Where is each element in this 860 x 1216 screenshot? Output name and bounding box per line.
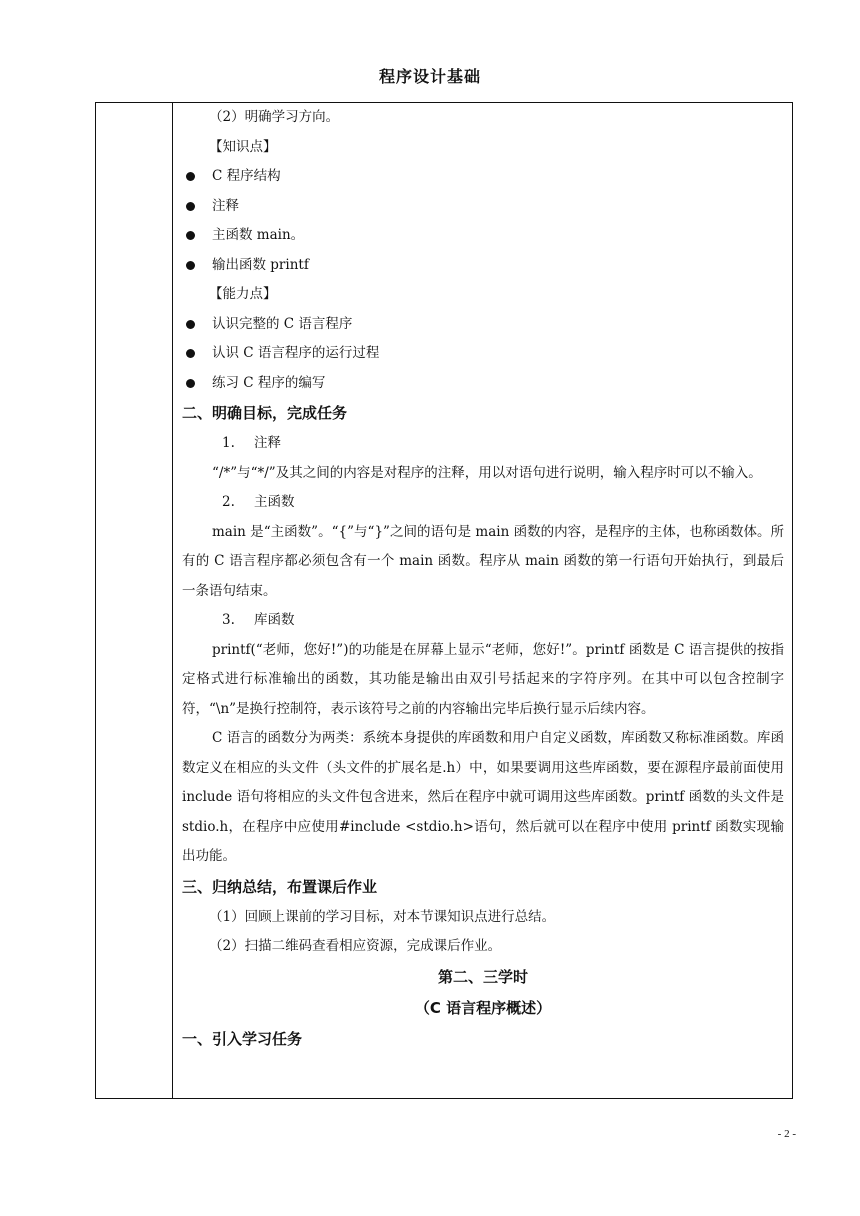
item-3-text-2: C 语言的函数分为两类：系统本身提供的库函数和用户自定义函数，库函数又称标准函数。库函数定义在相应的头文件（头文件的扩展名是.h）中，如果要调用这些库函数，要在源程序最前面使用 include 语句将相应的头文件包含进来，然后在程序中就可调用这些库函数。printf 函数的头文件是 stdio.h，在程序中应使用#include <stdio.h>语句，然后就可以在程序中使用 printf 函数实现输出功能。 bbox=[182, 730, 784, 864]
goal-2: （2）明确学习方向。 bbox=[209, 109, 340, 125]
bullet-icon bbox=[186, 202, 195, 211]
item-3-heading: 3. 库函数 bbox=[222, 612, 295, 628]
section-2-title: 二、明确目标，完成任务 bbox=[182, 404, 348, 422]
item-1-heading: 1. 注释 bbox=[222, 435, 281, 451]
item-2-text: main 是“主函数”。“{”与“}”之间的语句是 main 函数的内容，是程序的主体，也称函数体。所有的 C 语言程序都必须包含有一个 main 函数。程序从 main 函数的第一行语句开始执行，到最后一条语句结束。 bbox=[182, 523, 784, 599]
section-3-title: 三、归纳总结，布置课后作业 bbox=[182, 877, 378, 896]
left-column bbox=[96, 103, 173, 1098]
lesson-table bbox=[95, 102, 793, 1099]
content-cell bbox=[174, 103, 792, 1098]
lesson-title: 第二、三学时 bbox=[437, 967, 528, 986]
bullet-icon bbox=[186, 172, 195, 181]
knowledge-point: 注释 bbox=[182, 192, 784, 222]
bullet-icon bbox=[186, 320, 195, 329]
bullet-icon bbox=[186, 261, 195, 270]
item-1-text: “/*”与“*/”及其之间的内容是对程序的注释，用以对语句进行说明，输入程序时可以不输入。 bbox=[212, 464, 762, 481]
summary-1: （1）回顾上课前的学习目标，对本节课知识点进行总结。 bbox=[209, 908, 556, 925]
knowledge-point: C 程序结构 bbox=[182, 162, 784, 192]
page-number: - 2 - bbox=[777, 1128, 796, 1140]
bullet-icon bbox=[186, 379, 195, 388]
ability-heading: 【能力点】 bbox=[209, 286, 277, 302]
lesson-subtitle: （C 语言程序概述） bbox=[414, 998, 552, 1017]
ability-point: 认识 C 语言程序的运行过程 bbox=[182, 339, 784, 369]
ability-point: 认识完整的 C 语言程序 bbox=[182, 310, 784, 340]
knowledge-point: 主函数 main。 bbox=[182, 221, 784, 251]
summary-2: （2）扫描二维码查看相应资源，完成课后作业。 bbox=[209, 938, 502, 954]
header-title: 程序设计基础 bbox=[378, 67, 481, 86]
item-3-text: printf(“老师，您好!”)的功能是在屏幕上显示“老师，您好!”。printf 函数是 C 语言提供的按指定格式进行标准输出的函数，其功能是输出由双引号括起来的字符序列。在其中可以包含控制字符，“\n”是换行控制符，表示该符号之前的内容输出完毕后换行显示后续内容。 bbox=[182, 641, 784, 717]
ability-point: 练习 C 程序的编写 bbox=[182, 369, 784, 399]
section-1-title: 一、引入学习任务 bbox=[182, 1029, 303, 1048]
item-2-heading: 2. 主函数 bbox=[222, 494, 295, 510]
bullet-icon bbox=[186, 349, 195, 358]
bullet-icon bbox=[186, 231, 195, 240]
knowledge-point: 输出函数 printf bbox=[182, 251, 784, 281]
knowledge-heading: 【知识点】 bbox=[209, 138, 277, 155]
